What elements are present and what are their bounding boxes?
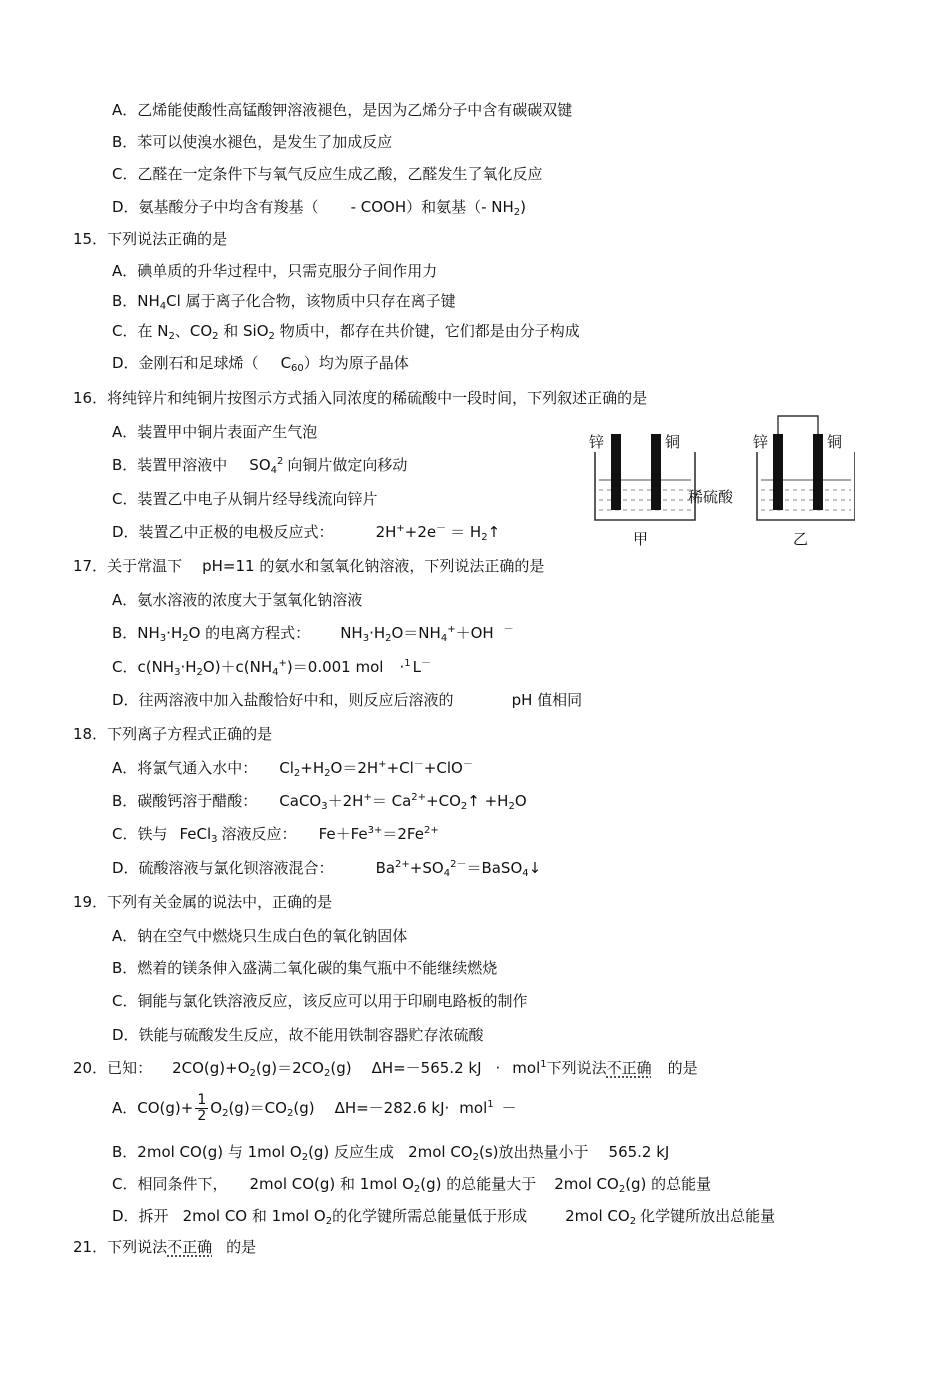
yi-label: 乙 — [793, 530, 809, 548]
q19-stem: 19．下列有关金属的说法中，正确的是 — [73, 893, 333, 911]
q16-stem: 16．将纯锌片和纯铜片按图示方式插入同浓度的稀硫酸中一段时间，下列叙述正确的是 — [73, 389, 648, 407]
copper-label-jia: 铜 — [665, 433, 681, 451]
q14-option-c: C．乙醛在一定条件下与氧气反应生成乙酸，乙醛发生了氧化反应 — [112, 165, 543, 183]
q18-option-d: D．硫酸溶液与氯化钡溶液混合： $Ba^{2+}+SO_4^{2-}=BaSO_4↓$ — [112, 859, 542, 879]
q19-option-c: C．铜能与氯化铁溶液反应，该反应可以用于印刷电路板的制作 — [112, 992, 528, 1010]
q19-option-d: D．铁能与硫酸发生反应，故不能用铁制容器贮存浓硫酸 — [112, 1026, 484, 1044]
q16-option-c: C．装置乙中电子从铜片经导线流向锌片 — [112, 490, 378, 508]
zinc-label-jia: 锌 — [589, 433, 605, 451]
zinc-strip-yi — [773, 434, 783, 510]
q17-option-c: C．$c(NH_3\cdot H_2O)+c(NH_4^+)=0.001$ mol ·$^1$ L－ — [112, 658, 431, 678]
q20-option-b: B．2mol CO(g) 与 1mol $O_2(g)$ 反应生成 2mol $CO_2(s)$放出热量小于 565.2 kJ — [112, 1143, 670, 1163]
q14-option-a: A．乙烯能使酸性高锰酸钾溶液褪色，是因为乙烯分子中含有碳碳双键 — [112, 101, 573, 119]
connecting-wire — [778, 416, 818, 434]
emphasis-not-correct: 不正确 — [606, 1059, 652, 1077]
q15-stem: 15．下列说法正确的是 — [73, 230, 228, 248]
beaker-yi — [757, 416, 855, 520]
q20-stem: 20．已知： $2CO(g)+O_2(g)=2CO_2(g)$ ΔH=－565.2 kJ · mol$^1$下列说法不正确 的是 — [73, 1059, 698, 1079]
q15-option-c: C．在 $N_2$、$CO_2$ 和 SiO$_2$ 物质中，都存在共价键，它们都是由分子构成 — [112, 322, 580, 342]
q16-option-d: D．装置乙中正极的电极反应式： $2H^++2e^- = H_2↑$ — [112, 523, 501, 543]
q20-option-d: D．拆开 2mol CO 和 1mol $O_2$的化学键所需总能量低于形成 2mol $CO_2$ 化学键所放出总能量 — [112, 1207, 776, 1227]
q20-option-c: C．相同条件下， 2mol CO(g) 和 1mol $O_2(g)$ 的总能量大于 2mol $CO_2(g)$ 的总能量 — [112, 1175, 712, 1195]
q19-option-a: A．钠在空气中燃烧只生成白色的氧化钠固体 — [112, 927, 408, 945]
q14-option-d: D．氨基酸分子中均含有羧基（ - COOH）和氨基（- $NH_2$) — [112, 198, 527, 218]
copper-strip-jia — [651, 434, 661, 510]
q18-option-b: B．碳酸钙溶于醋酸： CaCO$_3$＋2H+＝ $Ca^{2+}+CO_2↑ +H_2O$ — [112, 792, 527, 812]
q18-option-a: A．将氯气通入水中： $Cl_2+H_2O=2H^++Cl^-+ClO^-$ — [112, 759, 473, 779]
copper-strip-yi — [813, 434, 823, 510]
q17-option-b: B．$NH_3\cdot H_2O$ 的电离方程式： $NH_3\cdot H_2O=NH_4^++OH$ － — [112, 624, 514, 644]
q15-option-b: B．$NH_4Cl$ 属于离子化合物，该物质中只存在离子键 — [112, 292, 456, 312]
galvanic-cell-figure — [585, 412, 855, 548]
q17-option-d: D．往两溶液中加入盐酸恰好中和，则反应后溶液的 pH 值相同 — [112, 691, 583, 709]
q17-option-a: A．氨水溶液的浓度大于氢氧化钠溶液 — [112, 591, 363, 609]
q15-option-d: D．金刚石和足球烯（ $C_{60}$）均为原子晶体 — [112, 354, 409, 374]
q14-option-b: B．苯可以使溴水褪色，是发生了加成反应 — [112, 133, 393, 151]
jia-label: 甲 — [633, 530, 649, 548]
emphasis-not-correct-21: 不正确 — [167, 1238, 213, 1256]
zinc-label-yi: 锌 — [753, 433, 769, 451]
q19-option-b: B．燃着的镁条伸入盛满二氧化碳的集气瓶中不能继续燃烧 — [112, 959, 498, 977]
q21-stem: 21．下列说法不正确 的是 — [73, 1238, 257, 1256]
q16-option-b: B．装置甲溶液中 $SO_4^2$ 向铜片做定向移动 — [112, 456, 408, 476]
q18-stem: 18．下列离子方程式正确的是 — [73, 725, 273, 743]
zinc-strip-jia — [611, 434, 621, 510]
q20-option-a: A．CO(g)+ $\frac{1}{2}$ $O_2(g)=CO_2(g)$ ΔH=－282.6 kJ· mol$^1$ － — [112, 1092, 517, 1124]
q18-option-c: C．铁与 FeCl$_3$ 溶液反应： $Fe+Fe^{3+}=2Fe^{2+}$ — [112, 825, 439, 845]
q17-stem: 17．关于常温下 pH=11 的氨水和氢氧化钠溶液，下列说法正确的是 — [73, 557, 545, 575]
fraction-one-half: $\frac{1}{2}$ — [197, 1092, 207, 1124]
q15-option-a: A．碘单质的升华过程中，只需克服分子间作用力 — [112, 262, 438, 280]
q16-option-a: A．装置甲中铜片表面产生气泡 — [112, 423, 318, 441]
copper-label-yi: 铜 — [827, 433, 843, 451]
acid-label: 稀硫酸 — [688, 488, 734, 506]
